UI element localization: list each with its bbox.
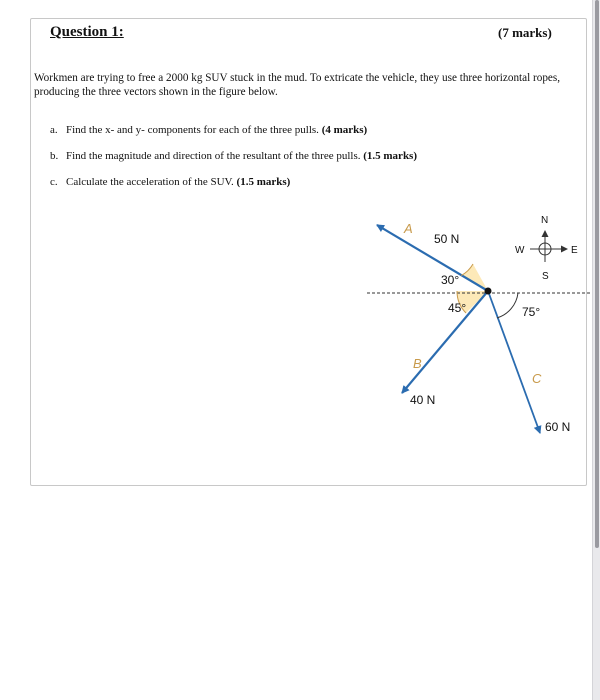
part-c-marks: (1.5 marks) xyxy=(236,176,291,188)
vector-a xyxy=(377,225,488,291)
angle-arc-c xyxy=(497,293,518,318)
part-b-body: Find the magnitude and direction of the resultant of the three pulls. xyxy=(66,150,361,162)
compass-east: E xyxy=(571,245,578,256)
vector-b-angle: 45° xyxy=(448,301,467,315)
vector-c-label: C xyxy=(532,371,542,386)
part-b-label: b. xyxy=(50,150,59,162)
compass-south: S xyxy=(542,271,549,282)
compass-rose xyxy=(515,215,578,282)
question-title-text: Question 1: xyxy=(50,24,124,40)
origin-point xyxy=(485,288,492,295)
vector-b xyxy=(402,291,488,393)
part-c-body: Calculate the acceleration of the SUV. xyxy=(66,176,234,188)
question-text: Workmen are trying to free a 2000 kg SUV stuck in the mud. To extricate the vehicle, they use three horizontal ropes, producing the three vectors shown in the figure below. xyxy=(34,72,561,98)
vector-b-magnitude: 40 N xyxy=(410,393,436,407)
vector-b-label: B xyxy=(413,356,422,371)
scrollbar[interactable] xyxy=(594,0,600,700)
part-a-marks: (4 marks) xyxy=(321,124,368,136)
part-a-body: Find the x- and y- components for each of the three pulls. xyxy=(66,124,319,136)
vector-a-angle: 30° xyxy=(441,273,460,287)
part-b-marks: (1.5 marks) xyxy=(363,150,418,162)
part-a-label: a. xyxy=(50,124,58,136)
vector-a-label: A xyxy=(404,221,413,236)
vector-c-angle: 75° xyxy=(522,305,541,319)
part-c-label: c. xyxy=(50,176,58,188)
compass-west: W xyxy=(515,245,525,256)
compass-north: N xyxy=(541,215,549,226)
vector-c-magnitude: 60 N xyxy=(545,420,571,434)
question-marks: (7 marks) xyxy=(498,25,552,40)
scrollbar-thumb[interactable] xyxy=(595,0,599,548)
vector-a-magnitude: 50 N xyxy=(434,232,460,246)
